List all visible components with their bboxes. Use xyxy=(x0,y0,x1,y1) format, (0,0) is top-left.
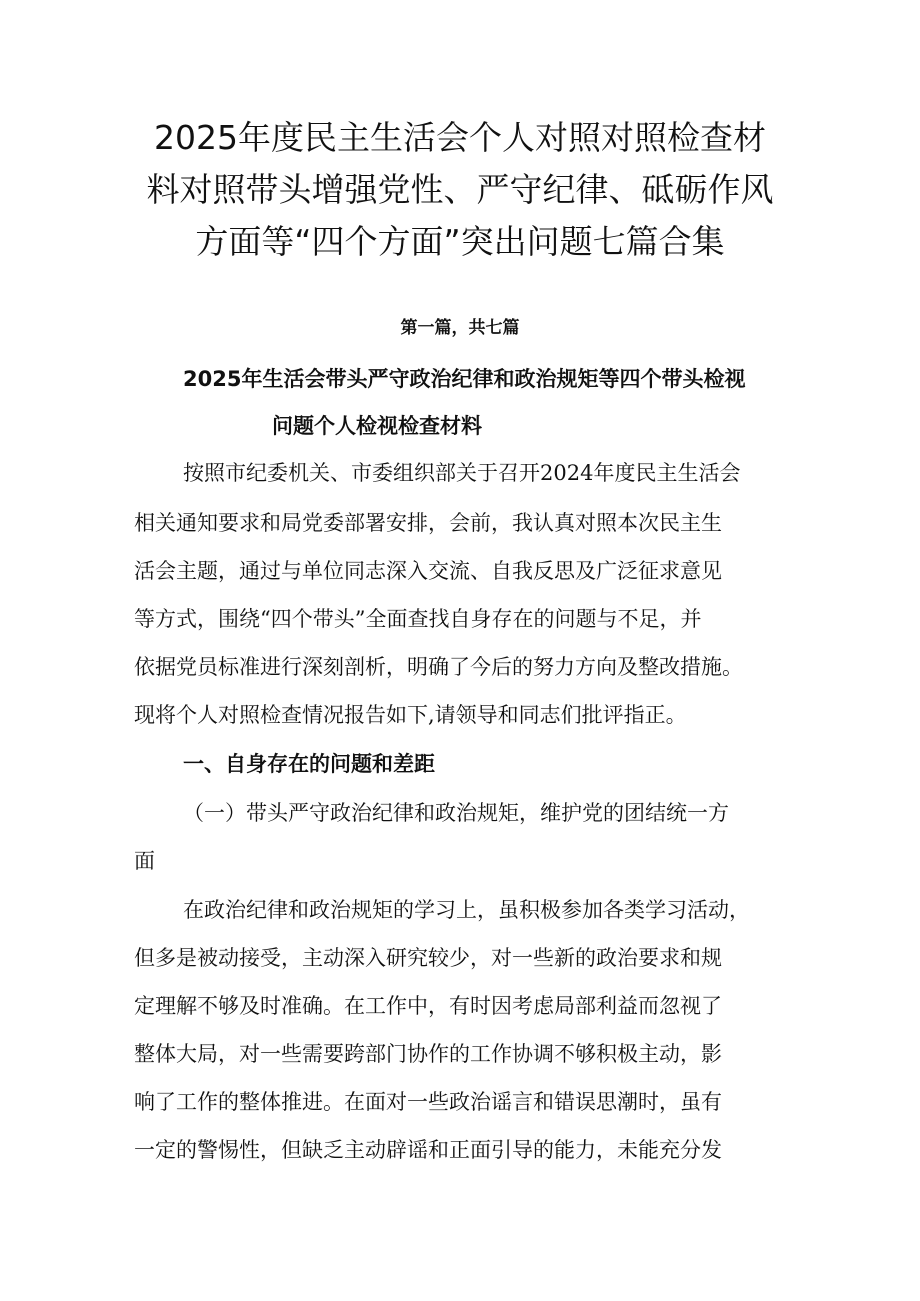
title-line: 方面等“四个方面”突出问题七篇合集 xyxy=(195,222,725,261)
intro-line: 活会主题，通过与单位同志深入交流、自我反思及广泛征求意见 xyxy=(134,559,722,583)
intro-line: 按照市纪委机关、市委组织部关于召开2024年度民主生活会 xyxy=(183,461,741,485)
section-heading: 一、自身存在的问题和差距 xyxy=(183,752,435,776)
intro-line: 相关通知要求和局党委部署安排，会前，我认真对照本次民主生 xyxy=(134,511,722,535)
subsection-line: （一）带头严守政治纪律和政治规矩，维护党的团结统一方 xyxy=(183,801,729,825)
paragraph-line: 但多是被动接受，主动深入研究较少，对一些新的政治要求和规 xyxy=(134,946,722,970)
paragraph-line: 一定的警惕性，但缺乏主动辟谣和正面引导的能力，未能充分发 xyxy=(134,1138,722,1162)
paragraph-line: 在政治纪律和政治规矩的学习上，虽积极参加各类学习活动， xyxy=(183,898,750,922)
title-line: 2025年度民主生活会个人对照对照检查材 xyxy=(154,118,766,157)
paragraph-line: 响了工作的整体推进。在面对一些政治谣言和错误思潮时，虽有 xyxy=(134,1090,722,1114)
subtitle-line: 问题个人检视检查材料 xyxy=(272,414,482,438)
subsection-line: 面 xyxy=(134,849,155,873)
intro-line: 现将个人对照检查情况报告如下,请领导和同志们批评指正。 xyxy=(134,703,687,727)
document-title xyxy=(120,112,800,268)
paragraph-line: 整体大局，对一些需要跨部门协作的工作协调不够积极主动，影 xyxy=(134,1042,722,1066)
part-label: 第一篇，共七篇 xyxy=(400,318,520,338)
subtitle-line: 2025年生活会带头严守政治纪律和政治规矩等四个带头检视 xyxy=(183,367,746,391)
title-line: 料对照带头增强党性、严守纪律、砥砺作风 xyxy=(146,170,774,209)
intro-line: 依据党员标准进行深刻剖析，明确了今后的努力方向及整改措施。 xyxy=(134,655,743,679)
paragraph-line: 定理解不够及时准确。在工作中，有时因考虑局部利益而忽视了 xyxy=(134,994,722,1018)
intro-line: 等方式，围绕“四个带头”全面查找自身存在的问题与不足，并 xyxy=(134,607,702,631)
